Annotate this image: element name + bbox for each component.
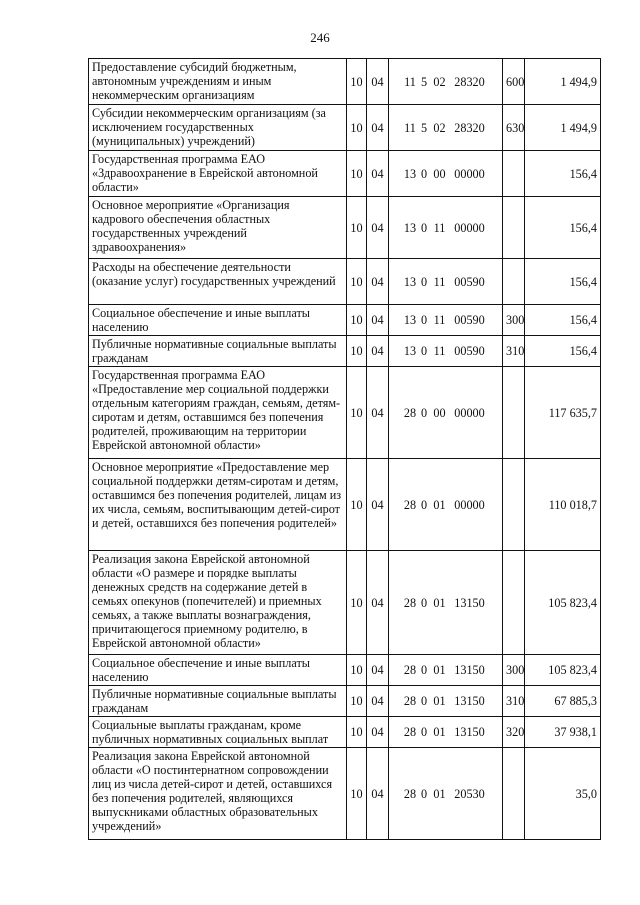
expense-type-code: 300 <box>503 655 525 686</box>
subsection-code: 04 <box>367 151 389 197</box>
expense-description: Социальное обеспечение и иные выплаты населению <box>89 305 347 336</box>
expense-description: Основное мероприятие «Организация кадрового обеспечения областных государственных учреждений здравоохранения» <box>89 197 347 259</box>
amount-value: 156,4 <box>525 305 601 336</box>
program-code: 11 <box>404 74 416 89</box>
table-row <box>89 59 601 105</box>
subsection-code: 04 <box>367 459 389 551</box>
table-row <box>89 748 601 840</box>
expense-type-code: 300 <box>503 305 525 336</box>
subprogram-code: 0 <box>420 725 428 739</box>
program-code: 11 <box>404 120 416 135</box>
subprogram-code: 0 <box>420 220 428 235</box>
expense-description: Социальное обеспечение и иные выплаты населению <box>89 655 347 686</box>
target-article-code <box>389 748 503 840</box>
direction-code: 00000 <box>454 497 485 512</box>
program-code: 13 <box>403 313 417 327</box>
subsection-code: 04 <box>367 105 389 151</box>
event-code: 02 <box>433 74 446 89</box>
expense-type-code <box>503 367 525 459</box>
program-code: 28 <box>403 725 417 739</box>
section-code: 10 <box>347 686 367 717</box>
expense-description: Государственная программа ЕАО «Здравоохранение в Еврейской автономной области» <box>89 151 347 197</box>
subprogram-code: 0 <box>420 274 428 289</box>
table-row <box>89 105 601 151</box>
subprogram-code: 0 <box>420 405 428 420</box>
section-code: 10 <box>347 305 367 336</box>
section-code: 10 <box>347 197 367 259</box>
amount-value: 105 823,4 <box>525 551 601 655</box>
amount-value: 67 885,3 <box>525 686 601 717</box>
event-code: 01 <box>433 725 446 739</box>
amount-value: 1 494,9 <box>525 105 601 151</box>
target-article-code <box>389 197 503 259</box>
program-code: 13 <box>403 166 417 181</box>
table-row <box>89 336 601 367</box>
target-article-code <box>389 367 503 459</box>
subsection-code: 04 <box>367 655 389 686</box>
direction-code: 00590 <box>454 313 485 327</box>
amount-value: 156,4 <box>525 336 601 367</box>
program-code: 28 <box>403 694 417 708</box>
target-article-code <box>389 336 503 367</box>
subsection-code: 04 <box>367 686 389 717</box>
section-code: 10 <box>347 655 367 686</box>
event-code: 11 <box>433 220 446 235</box>
section-code: 10 <box>347 717 367 748</box>
budget-table-body <box>89 59 601 840</box>
event-code: 00 <box>433 166 446 181</box>
expense-type-code: 630 <box>503 105 525 151</box>
program-code: 13 <box>403 274 417 289</box>
direction-code: 00000 <box>454 220 485 235</box>
table-row <box>89 197 601 259</box>
table-row <box>89 686 601 717</box>
event-code: 00 <box>433 405 446 420</box>
direction-code: 13150 <box>454 694 485 708</box>
page-number: 246 <box>310 30 330 45</box>
subsection-code: 04 <box>367 59 389 105</box>
subsection-code: 04 <box>367 259 389 305</box>
section-code: 10 <box>347 551 367 655</box>
direction-code: 00590 <box>454 274 485 289</box>
event-code: 01 <box>433 663 446 677</box>
subprogram-code: 0 <box>420 694 428 708</box>
event-code: 01 <box>433 694 446 708</box>
event-code: 01 <box>433 595 446 610</box>
program-code: 13 <box>403 220 417 235</box>
target-article-code <box>389 459 503 551</box>
subprogram-code: 0 <box>420 313 428 327</box>
section-code: 10 <box>347 259 367 305</box>
direction-code: 13150 <box>454 725 485 739</box>
table-row <box>89 367 601 459</box>
amount-value: 117 635,7 <box>525 367 601 459</box>
expense-description: Основное мероприятие «Предоставление мер социальной поддержки детям-сиротам и детям, оставшимся без попечения родителей, лицам из их числа, семьям, воспитывающим детей-сирот и детей, оставшихся без попечения родителей» <box>89 459 347 551</box>
expense-type-code: 600 <box>503 59 525 105</box>
expense-type-code <box>503 259 525 305</box>
subsection-code: 04 <box>367 336 389 367</box>
table-row <box>89 655 601 686</box>
event-code: 01 <box>433 497 446 512</box>
expense-type-code: 320 <box>503 717 525 748</box>
subprogram-code: 0 <box>420 166 428 181</box>
subsection-code: 04 <box>367 367 389 459</box>
table-row <box>89 459 601 551</box>
amount-value: 110 018,7 <box>525 459 601 551</box>
expense-description: Реализация закона Еврейской автономной области «О размере и порядке выплаты денежных средств на содержание детей в семьях опекунов (попечителей) и приемных семьях, а также выплаты вознаграждения, причитающегося приемному родителю, в Еврейской автономной области» <box>89 551 347 655</box>
expense-description: Предоставление субсидий бюджетным, автономным учреждениям и иным некоммерческим организациям <box>89 59 347 105</box>
budget-table <box>88 58 601 840</box>
direction-code: 13150 <box>454 595 485 610</box>
direction-code: 00000 <box>454 166 485 181</box>
amount-value: 37 938,1 <box>525 717 601 748</box>
target-article-code <box>389 105 503 151</box>
program-code: 28 <box>403 786 417 801</box>
expense-description: Государственная программа ЕАО «Предоставление мер социальной поддержки отдельным категориям граждан, семьям, детям-сиротам и детям, оставшимся без попечения родителей, проживающим на территории Еврейской автономной области» <box>89 367 347 459</box>
subsection-code: 04 <box>367 717 389 748</box>
event-code: 11 <box>433 274 446 289</box>
subprogram-code: 0 <box>420 344 428 358</box>
section-code: 10 <box>347 59 367 105</box>
target-article-code <box>389 551 503 655</box>
expense-type-code <box>503 748 525 840</box>
direction-code: 13150 <box>454 663 485 677</box>
expense-description: Социальные выплаты гражданам, кроме публичных нормативных социальных выплат <box>89 717 347 748</box>
subprogram-code: 5 <box>420 74 428 89</box>
table-row <box>89 717 601 748</box>
target-article-code <box>389 151 503 197</box>
subprogram-code: 0 <box>420 595 428 610</box>
section-code: 10 <box>347 367 367 459</box>
expense-description: Субсидии некоммерческим организациям (за исключением государственных (муниципальных) учреждений) <box>89 105 347 151</box>
target-article-code <box>389 686 503 717</box>
expense-type-code <box>503 551 525 655</box>
amount-value: 156,4 <box>525 197 601 259</box>
amount-value: 156,4 <box>525 151 601 197</box>
amount-value: 1 494,9 <box>525 59 601 105</box>
expense-type-code <box>503 151 525 197</box>
expense-description: Реализация закона Еврейской автономной области «О постинтернатном сопровождении лиц из числа детей-сирот и детей, оставшихся без попечения родителей, являющихся выпускниками областных образовательных учреждений» <box>89 748 347 840</box>
event-code: 11 <box>433 313 446 327</box>
target-article-code <box>389 305 503 336</box>
section-code: 10 <box>347 748 367 840</box>
program-code: 13 <box>403 344 417 358</box>
direction-code: 20530 <box>454 786 485 801</box>
event-code: 11 <box>433 344 446 358</box>
amount-value: 35,0 <box>525 748 601 840</box>
direction-code: 28320 <box>454 120 485 135</box>
section-code: 10 <box>347 105 367 151</box>
subprogram-code: 0 <box>420 497 428 512</box>
section-code: 10 <box>347 336 367 367</box>
subprogram-code: 5 <box>420 120 428 135</box>
subprogram-code: 0 <box>420 663 428 677</box>
section-code: 10 <box>347 459 367 551</box>
table-row <box>89 151 601 197</box>
event-code: 02 <box>433 120 446 135</box>
direction-code: 00000 <box>454 405 485 420</box>
section-code: 10 <box>347 151 367 197</box>
expense-description: Публичные нормативные социальные выплаты гражданам <box>89 686 347 717</box>
subprogram-code: 0 <box>420 786 428 801</box>
expense-type-code <box>503 197 525 259</box>
table-row <box>89 305 601 336</box>
target-article-code <box>389 717 503 748</box>
subsection-code: 04 <box>367 551 389 655</box>
expense-description: Расходы на обеспечение деятельности (оказание услуг) государственных учреждений <box>89 259 347 305</box>
event-code: 01 <box>433 786 446 801</box>
direction-code: 28320 <box>454 74 485 89</box>
expense-type-code <box>503 459 525 551</box>
subsection-code: 04 <box>367 748 389 840</box>
table-row <box>89 551 601 655</box>
expense-description: Публичные нормативные социальные выплаты гражданам <box>89 336 347 367</box>
subsection-code: 04 <box>367 305 389 336</box>
subsection-code: 04 <box>367 197 389 259</box>
expense-type-code: 310 <box>503 336 525 367</box>
amount-value: 156,4 <box>525 259 601 305</box>
target-article-code <box>389 259 503 305</box>
table-row <box>89 259 601 305</box>
program-code: 28 <box>403 405 417 420</box>
amount-value: 105 823,4 <box>525 655 601 686</box>
program-code: 28 <box>403 663 417 677</box>
program-code: 28 <box>403 595 417 610</box>
target-article-code <box>389 59 503 105</box>
target-article-code <box>389 655 503 686</box>
expense-type-code: 310 <box>503 686 525 717</box>
program-code: 28 <box>403 497 417 512</box>
direction-code: 00590 <box>454 344 485 358</box>
